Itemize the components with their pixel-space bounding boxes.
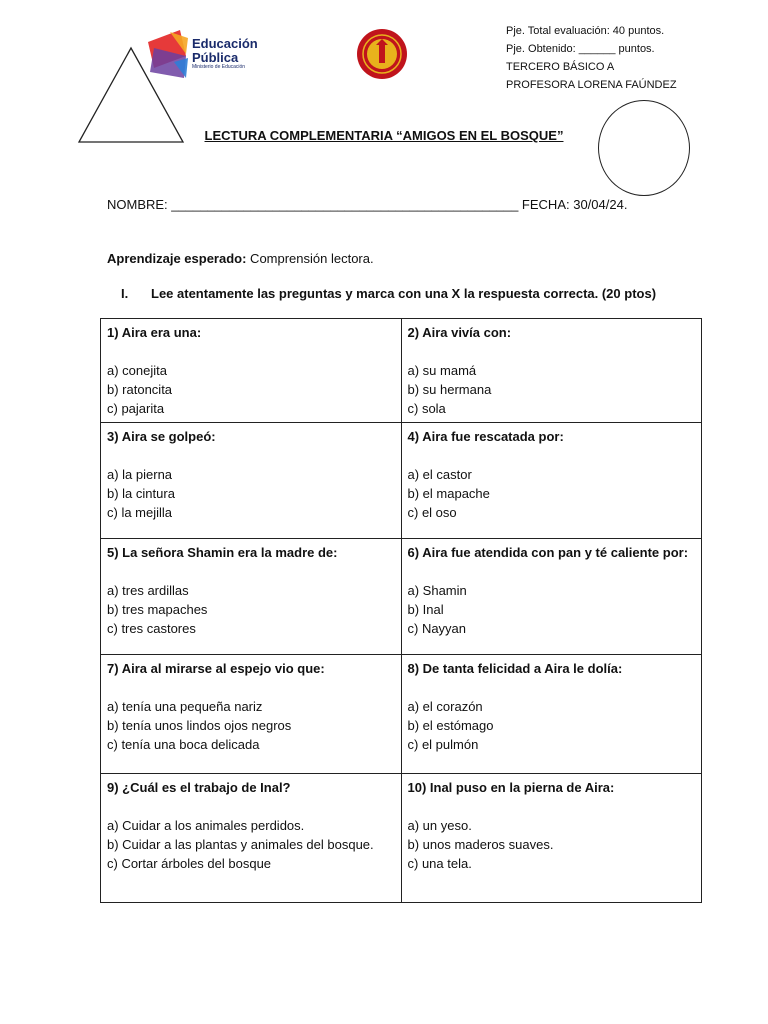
obtained-score-line: Pje. Obtenido: ______ puntos.	[506, 43, 655, 55]
answer-option[interactable]: b) unos maderos suaves.	[407, 837, 554, 852]
question-cell	[401, 539, 702, 655]
answer-option[interactable]: c) Nayyan	[407, 621, 467, 636]
question-title: 2) Aira vivía con:	[407, 325, 512, 340]
answer-option[interactable]: a) conejita	[107, 363, 167, 378]
answer-option[interactable]: b) el mapache	[407, 486, 490, 501]
table-row	[101, 655, 702, 774]
answer-option[interactable]: b) tres mapaches	[107, 602, 208, 617]
question-cell	[101, 423, 402, 539]
question-cell	[401, 319, 702, 423]
question-title: 8) De tanta felicidad a Aira le dolía:	[407, 661, 623, 676]
answer-option[interactable]: c) el oso	[407, 505, 457, 520]
table-row	[101, 423, 702, 539]
answer-option[interactable]: a) un yeso.	[407, 818, 472, 833]
answer-option[interactable]: c) pajarita	[107, 401, 165, 416]
question-cell	[401, 774, 702, 903]
answer-option[interactable]: b) su hermana	[407, 382, 492, 397]
question-title: 10) Inal puso en la pierna de Aira:	[407, 780, 615, 795]
grade-line: TERCERO BÁSICO A	[506, 61, 615, 73]
question-title: 3) Aira se golpeó:	[107, 429, 216, 444]
total-score-line: Pje. Total evaluación: 40 puntos.	[506, 25, 665, 37]
logo-text-line2: Pública	[192, 50, 239, 65]
answer-option[interactable]: a) la pierna	[107, 467, 173, 482]
question-title: 5) La señora Shamin era la madre de:	[107, 545, 338, 560]
name-date-line[interactable]: NOMBRE: ________________________________________________ FECHA: 30/04/24.	[107, 197, 628, 212]
score-circle	[598, 100, 690, 196]
answer-option[interactable]: c) la mejilla	[107, 505, 173, 520]
answer-option[interactable]: b) la cintura	[107, 486, 175, 501]
answer-option[interactable]: c) Cortar árboles del bosque	[107, 856, 272, 871]
answer-option[interactable]: a) su mamá	[407, 363, 477, 378]
expected-learning-value: Comprensión lectora.	[246, 251, 374, 266]
questions-table	[100, 318, 702, 903]
question-title: 6) Aira fue atendida con pan y té caliente por:	[407, 545, 689, 560]
table-row	[101, 319, 702, 423]
question-cell	[101, 539, 402, 655]
question-cell	[401, 655, 702, 774]
answer-option[interactable]: b) tenía unos lindos ojos negros	[107, 718, 292, 733]
table-row	[101, 774, 702, 903]
answer-option[interactable]: c) tenía una boca delicada	[107, 737, 260, 752]
educacion-publica-logo	[144, 28, 264, 82]
answer-option[interactable]: a) tres ardillas	[107, 583, 189, 598]
answer-option[interactable]: a) el corazón	[407, 699, 483, 714]
answer-option[interactable]: b) el estómago	[407, 718, 494, 733]
answer-option[interactable]: a) Cuidar a los animales perdidos.	[107, 818, 305, 833]
answer-option[interactable]: c) una tela.	[407, 856, 472, 871]
question-title: 7) Aira al mirarse al espejo vio que:	[107, 661, 325, 676]
instruction-number: I.	[121, 286, 129, 301]
question-cell	[101, 774, 402, 903]
answer-option[interactable]: c) sola	[407, 401, 446, 416]
instruction-text: Lee atentamente las preguntas y marca con una X la respuesta correcta. (20 ptos)	[151, 286, 657, 301]
instruction	[121, 286, 656, 301]
document-title: LECTURA COMPLEMENTARIA “AMIGOS EN EL BOSQUE”	[204, 128, 564, 143]
answer-option[interactable]: c) el pulmón	[407, 737, 479, 752]
question-cell	[101, 655, 402, 774]
expected-learning	[107, 251, 374, 266]
answer-option[interactable]: b) Cuidar a las plantas y animales del bosque.	[107, 837, 374, 852]
teacher-line: PROFESORA LORENA FAÚNDEZ	[506, 79, 677, 91]
question-title: 1) Aira era una:	[107, 325, 202, 340]
school-seal-icon	[356, 28, 408, 80]
logo-text-line1: Educación	[192, 36, 258, 51]
answer-option[interactable]: a) Shamin	[407, 583, 467, 598]
question-cell	[401, 423, 702, 539]
evaluation-info	[506, 22, 677, 94]
question-cell	[101, 319, 402, 423]
table-row	[101, 539, 702, 655]
answer-option[interactable]: c) tres castores	[107, 621, 196, 636]
answer-option[interactable]: b) Inal	[407, 602, 444, 617]
answer-option[interactable]: a) el castor	[407, 467, 472, 482]
expected-learning-label: Aprendizaje esperado:	[107, 251, 247, 266]
logo-mark-icon	[144, 28, 190, 82]
answer-option[interactable]: a) tenía una pequeña nariz	[107, 699, 263, 714]
answer-option[interactable]: b) ratoncita	[107, 382, 173, 397]
question-title: 4) Aira fue rescatada por:	[407, 429, 564, 444]
question-title: 9) ¿Cuál es el trabajo de Inal?	[107, 780, 291, 795]
logo-text-line3: Ministerio de Educación	[192, 64, 246, 70]
